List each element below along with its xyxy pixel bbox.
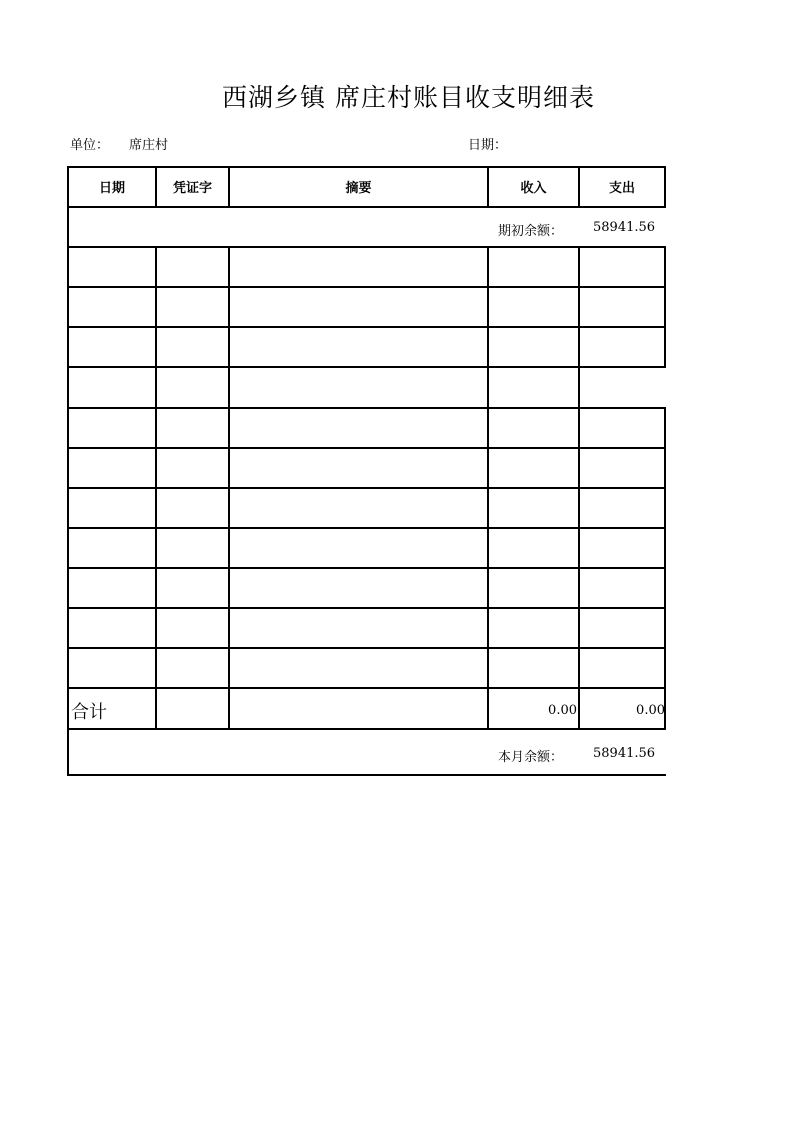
table-right-border [664,246,666,368]
column-header-voucher: 凭证字 [172,181,212,196]
closing-balance-label: 本月余额： [498,750,564,765]
col-divider [155,246,157,730]
column-header-date: 日期 [98,181,125,196]
col-divider [578,246,580,730]
table-left-border [67,166,69,776]
opening-balance-label: 期初余额： [498,224,564,239]
opening-balance-value: 58941.56 [593,220,656,235]
table-right-border [664,407,666,730]
closing-balance-value: 58941.56 [593,746,656,761]
total-expense: 0.00 [636,703,665,718]
col-divider [228,246,230,730]
unit-label: 单位： [70,138,110,153]
table-right-border [664,166,666,208]
page-title: 西湖乡镇 席庄村账目收支明细表 [222,83,595,112]
total-income: 0.00 [548,703,577,718]
col-divider [487,246,489,730]
table-bottom-border [67,774,666,776]
ledger-table [67,166,666,776]
column-header-summary: 摘要 [345,181,372,196]
date-label: 日期： [468,138,508,153]
column-header-expense: 支出 [608,181,635,196]
unit-value: 席庄村 [129,138,169,153]
column-header-income: 收入 [520,181,547,196]
total-label: 合计 [71,702,107,723]
